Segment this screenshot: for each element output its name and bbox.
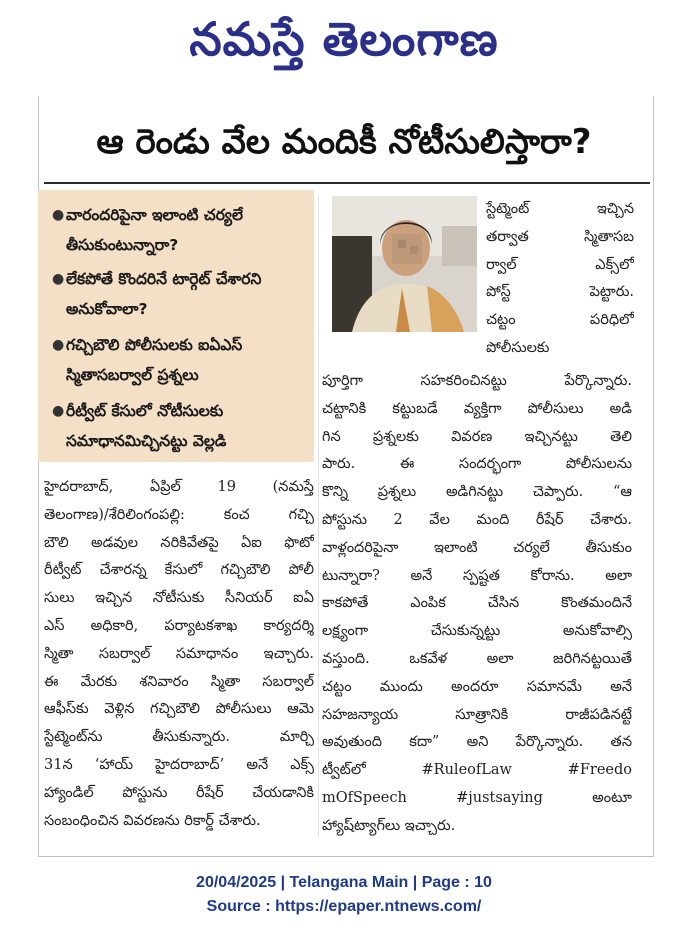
masthead — [0, 8, 688, 76]
body-text-line: స్మితా సబర్వాల్ సమాధానం ఇచ్చారు. — [44, 645, 314, 662]
body-text-line: బౌలి అడవుల నరికివేతపై ఏఐ ఫొటో — [44, 534, 314, 551]
body-text-line: సంబంధించిన వివరణను రికార్డ్ చేశారు. — [44, 812, 261, 829]
body-text-line: పారు. ఈ సందర్భంగా పోలీసులను — [322, 456, 632, 473]
article-body-column-right — [322, 368, 632, 841]
highlight-text: వారందరిపైనా ఇలాంటి చర్యలే తీసుకుంటున్నారా? — [66, 206, 243, 254]
body-text-line: కొన్ని ప్రశ్నలు అడిగినట్టు చెప్పారు. “ఆ — [322, 484, 632, 501]
article-headline: ఆ రెండు వేల మందికీ నోటీసులిస్తారా? — [96, 122, 592, 162]
highlight-text: గచ్చిబౌలి పోలీసులకు ఐఏఎస్ స్మితాసబర్వాల్ ప్రశ్నలు — [66, 336, 243, 384]
body-text-line: వస్తుంది. ఒకవేళ అలా జరిగినట్టయితే — [322, 650, 632, 667]
body-text-line: ట్వీట్‌లో #RuleofLaw #Freedo — [322, 762, 632, 779]
bullet-icon: ● — [52, 271, 65, 287]
article-body-column-left — [44, 474, 314, 835]
column-divider — [318, 196, 319, 836]
headline-underline-divider — [44, 182, 650, 184]
body-text-line: 31న ‘హాయ్ హైదరాబాద్’ అనే ఎక్స్ — [44, 756, 314, 773]
body-text-line: తర్వాత స్మితాసబ — [486, 228, 634, 245]
body-text-line: పోస్టును 2 వేల మంది రీషేర్ చేశారు. — [322, 511, 632, 528]
body-text-line: పోలీసులకు — [486, 339, 550, 356]
highlights-box — [38, 190, 314, 462]
body-text-line: ర్వాల్ ఎక్స్‌లో — [486, 256, 634, 273]
page-footer — [0, 870, 688, 918]
body-text-line: లక్ష్యంగా చేసుకున్నట్టు అనుకోవాల్సి — [322, 623, 632, 640]
body-text-line: హైదరాబాద్, ఏప్రిల్ 19 (నమస్తే — [44, 479, 314, 495]
highlight-item — [52, 200, 314, 260]
body-text-line: తెలంగాణ)/శేరిలింగంపల్లి: కంచ గచ్చి — [44, 506, 314, 523]
body-text-line: గిన ప్రశ్నలకు వివరణ ఇచ్చినట్టు తెలి — [322, 428, 632, 445]
highlight-item — [52, 264, 314, 324]
bullet-icon: ● — [52, 403, 65, 419]
body-text-line: ఆఫీస్‌కు వెళ్లిన గచ్చిబౌలి పోలీసులు ఆమె — [44, 701, 314, 718]
body-text-line: సులు ఇచ్చిన నోటీసుకు సీనియర్ ఐఏ — [44, 590, 314, 607]
body-text-line: mOfSpeech #justsaying అంటూ — [322, 789, 632, 806]
body-text-line: స్టేట్మెంట్ ఇచ్చిన — [486, 201, 634, 217]
body-text-line: కాకపోతే ఎంపిక చేసిన కొంతమందినే — [322, 595, 632, 612]
body-text-line: రీట్వీట్ చేశారన్న కేసులో గచ్చిబౌలి పోలీ — [44, 562, 314, 579]
highlight-text: లేకపోతే కొందరినే టార్గెట్ చేశారని అనుకోవాలా? — [66, 270, 262, 318]
body-text-line: చట్టం ముందు అందరూ సమానమే అనే — [322, 678, 632, 695]
article-body-column-right-top — [486, 196, 634, 363]
highlight-item — [52, 396, 314, 456]
body-text-line: ఈ మేరకు శనివారం స్మితా సబర్వాల్ — [44, 673, 314, 690]
edition-info: 20/04/2025 | Telangana Main | Page : 10 — [196, 874, 492, 891]
highlight-item — [52, 330, 314, 390]
body-text-line: పోస్ట్ పెట్టారు. — [486, 284, 634, 301]
body-text-line: ఎస్ అధికారి, పర్యాటకశాఖ కార్యదర్శి — [44, 617, 314, 634]
bullet-icon: ● — [52, 207, 65, 223]
body-text-line: చట్టం పరిధిలో — [486, 312, 634, 329]
body-text-line: హ్యాండిల్ పోస్టును రీషేర్ చేయడానికి — [44, 784, 314, 801]
body-text-line: అవుతుంది కదా” అని పేర్కొన్నారు. తన — [322, 734, 632, 751]
source-link[interactable]: Source : https://epaper.ntnews.com/ — [206, 898, 482, 915]
body-text-line: వాళ్లందరిపైనా ఇలాంటి చర్యలే తీసుకుం — [322, 539, 632, 556]
body-text-line: పూర్తిగా సహకరించినట్టు పేర్కొన్నారు. — [322, 373, 632, 389]
body-text-line: హ్యాష్‌ట్యాగ్‌లు ఇచ్చారు. — [322, 817, 456, 834]
portrait-photo-illustration — [332, 196, 477, 332]
bullet-icon: ● — [52, 337, 65, 353]
body-text-line: టున్నారా? అనే స్పష్టత కోరాను. అలా — [322, 567, 632, 584]
body-text-line: సహజన్యాయ సూత్రానికి రాజీపడినట్టే — [322, 706, 632, 723]
newspaper-logo-title: నమస్తే తెలంగాణ — [189, 12, 499, 66]
body-text-line: చట్టానికి కట్టుబడే వ్యక్తిగా పోలీసులు అడి — [322, 400, 632, 417]
body-text-line: స్టేట్మెంట్‌ను తీసుకున్నారు. మార్చి — [44, 729, 314, 746]
highlight-text: రీట్వీట్ కేసులో నోటీసులకు సమాధానమిచ్చినట్టు వెల్లడి — [66, 402, 227, 450]
portrait-photo — [332, 196, 477, 332]
